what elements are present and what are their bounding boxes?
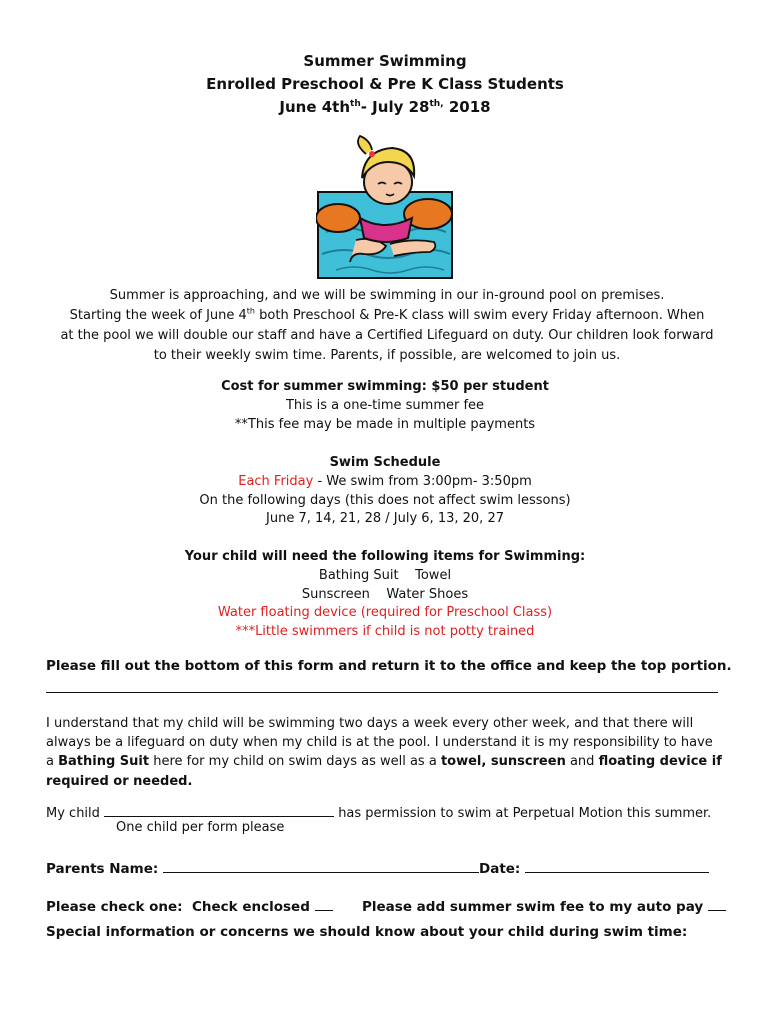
check-enclosed-box[interactable] — [315, 896, 333, 911]
autopay-line: Please add summer swim fee to my auto pay — [362, 896, 726, 915]
my-child-line: My child has permission to swim at Perpetual Motion this summer. — [46, 802, 711, 821]
child-swimming-icon — [316, 132, 454, 280]
cost-section: Cost for summer swimming: $50 per student This is a one-time summer fee **This fee may be made in multiple payments — [0, 378, 770, 434]
cost-heading: Cost for summer swimming: $50 per student — [221, 379, 549, 394]
items-section: Your child will need the following items for Swimming: Bathing Suit Towel Sunscreen Water Shoes Water floating device (required for Preschool Class) ***Little swimmers if child is not potty trained — [0, 548, 770, 642]
autopay-box[interactable] — [708, 896, 726, 911]
document-title — [0, 50, 770, 119]
parents-name-field[interactable] — [163, 858, 479, 873]
intro-paragraph: Summer is approaching, and we will be swimming in our in-ground pool on premises. Starting the week of June 4th both Preschool & Pre-K class will swim every Friday afternoon. When at the pool we will double our staff and have a Certified Lifeguard on duty. Our children look forward to their weekly swim time. Parents, if possible, are welcomed to join us. — [60, 288, 714, 363]
each-friday-label: Each Friday — [238, 473, 314, 489]
title-line-2: Enrolled Preschool & Pre K Class Students — [206, 75, 564, 93]
schedule-heading: Swim Schedule — [329, 455, 441, 470]
schedule-section: Swim Schedule Each Friday - We swim from 3:00pm- 3:50pm On the following days (this does not affect swim lessons) June 7, 14, 21, 28 / July 6, 13, 20, 27 — [0, 454, 770, 529]
items-heading: Your child will need the following items for Swimming: — [184, 549, 586, 564]
date-field[interactable] — [525, 858, 709, 873]
parents-line: Parents Name: Date: — [46, 858, 709, 877]
special-info-label: Special information or concerns we should know about your child during swim time: — [46, 924, 688, 940]
cut-line-divider — [46, 692, 718, 693]
check-one-line: Please check one: Check enclosed — [46, 896, 333, 915]
child-name-field[interactable] — [104, 802, 334, 817]
form-instruction: Please fill out the bottom of this form and return it to the office and keep the top portion. — [46, 658, 732, 674]
one-child-note: One child per form please — [116, 820, 285, 835]
title-line-1: Summer Swimming — [303, 52, 467, 70]
consent-paragraph: I understand that my child will be swimming two days a week every other week, and that there will always be a lifeguard on duty when my child is at the pool. I understand it is my responsibility to have a Bathing Suit here for my child on swim days as well as a towel, sunscreen and floating device if required or needed. — [46, 716, 722, 789]
title-line-3: June $4th^{th}-$ July $28^{th,}$ 2018 — [279, 98, 491, 116]
